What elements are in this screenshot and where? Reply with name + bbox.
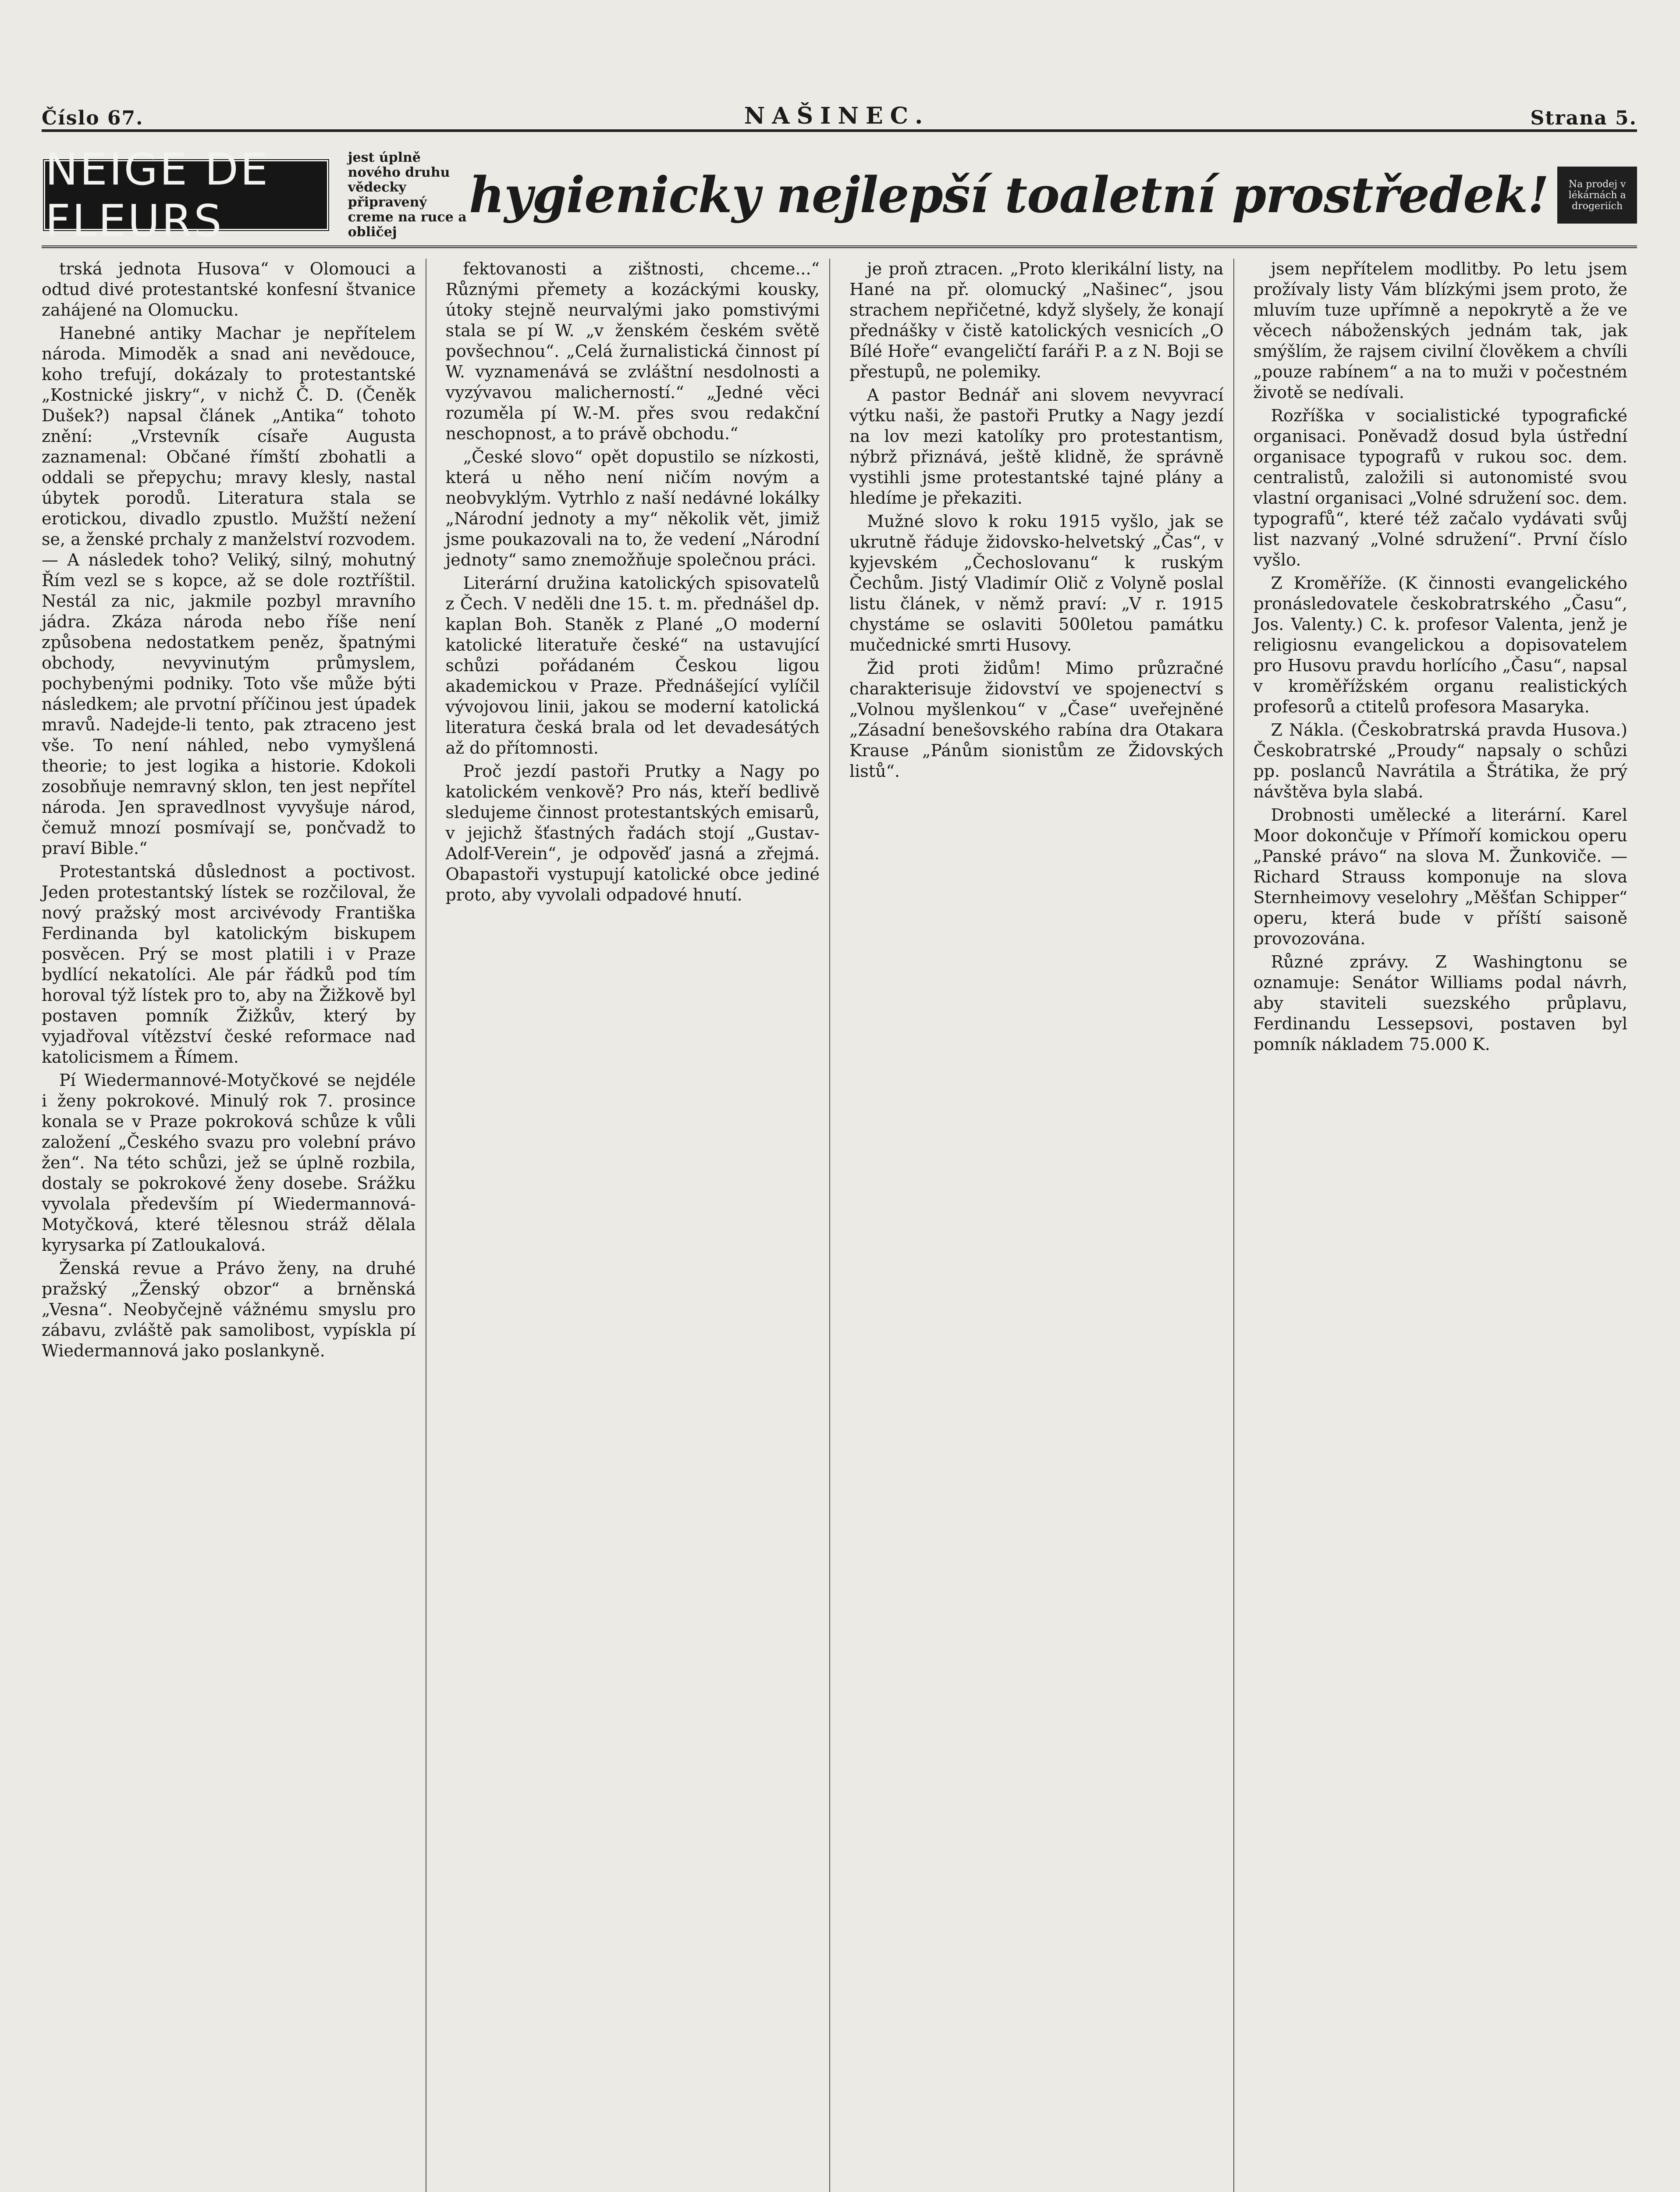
paragraph: Různé zprávy. Z Washingtonu se oznamuje: Senátor Williams podal návrh, aby staviteli suezského průplavu, Ferdinandu Lessepsovi, postaven byl pomník nákladem 75.000 K. [1253, 952, 1627, 1054]
page-number: Strana 5. [1530, 107, 1637, 129]
newspaper-title: NAŠINEC. [744, 103, 930, 129]
paragraph: Protestantská důslednost a poctivost. Jeden protestantský lístek se rozčiloval, že nový pražský most arcivévody Františka Ferdinanda byl katolickým biskupem posvěcen. Prý se most platili i v Praze bydlící nekatolíci. Ale pár řádků pod tím horoval týž lístek pro to, aby na Žižkově byl postaven pomník Žižkův, který by vyjadřoval vítězství české reformace nad katolicismem a Římem. [42, 862, 416, 1067]
page-header [42, 90, 1637, 132]
paragraph: Proč jezdí pastoři Prutky a Nagy po katolickém venkově? Pro nás, kteří bedlivě sledujeme činnost protestantských emisarů, v jejichž šťastných řadách stojí „Gustav-Adolf-Verein“, je odpověď jasná a zřejmá. Obapastoři vystupují katolické obce jediné proto, aby vyvolali odpadové hnutí. [445, 762, 820, 904]
column-3 [849, 259, 1234, 2192]
paragraph: Z Nákla. (Českobratrská pravda Husova.) Českobratrské „Proudy“ napsaly o schůzi pp. poslanců Navrátila a Štrátika, že prý návštěva byla slabá. [1253, 720, 1627, 801]
advertisement-logo: NEIGE DE FLEURS [42, 158, 330, 232]
paragraph: Literární družina katolických spisovatelů z Čech. V neděli dne 15. t. m. přednášel dp. kaplan Boh. Staněk z Plané „O moderní katolické literatuře české“ na ustavující schůzi pořádaném Českou ligou akademickou v Praze. Přednášející vylíčil vývojovou linii, jakou se moderní katolická literatura česká brala od let devadesátých až do přítomnosti. [445, 573, 820, 758]
paragraph: A pastor Bednář ani slovem nevyvrací výtku naši, že pastoři Prutky a Nagy jezdí na lov mezi katolíky pro protestantism, nýbrž přiznává, ještě klidně, že správně vystihli jsme protestantské tajné plány a hledíme je překaziti. [849, 385, 1224, 508]
paragraph: Rozříška v socialistické typografické organisaci. Poněvadž dosud byla ústřední organisace typografů v rukou soc. dem. centralistů, založili si autonomisté svou vlastní organisaci „Volné sdružení soc. dem. typografů“, které též začalo vydávati svůj list nazvaný „Volné sdružení“. První číslo vyšlo. [1253, 406, 1627, 569]
paragraph: fektovanosti a zištnosti, chceme...“ Různými přemety a kozáckými kousky, útoky stejně neurvalými jako pomstivými stala se pí W. „v ženském českém světě povšechnou“. „Celá žurnalistická činnost pí W. vyznamenává se zvláštní nesdolnosti a vyzývavou malicherností.“ „Jedné věci rozuměla pí W.-M. přes svou redakční neschopnost, a to právě obchodu.“ [445, 259, 820, 443]
advertisement-banner [42, 145, 1637, 248]
paragraph: jsem nepřítelem modlitby. Po letu jsem prožívaly listy Vám blízkými jsem proto, že mluvím tuze upřímně a nepokrytě a že ve věcech náboženských jednám tak, jak smýšlím, že rajsem civilní člověkem a chvíli „pouze rabínem“ a na to muži v počestném životě se nedívali. [1253, 259, 1627, 402]
issue-number: Číslo 67. [42, 107, 144, 129]
paragraph: Žid proti židům! Mimo průzračné charakterisuje židovství ve spojenectví s „Volnou myšlenkou“ v „Čase“ uveřejněné „Zásadní benešovského rabína dra Otakara Krause „Pánům sionistům ze Židovských listů“. [849, 658, 1224, 781]
article-columns [42, 259, 1637, 2192]
column-4 [1254, 259, 1637, 2192]
advertisement-slogan: hygienicky nejlepší toaletní prostředek! [469, 166, 1549, 224]
paragraph: Drobnosti umělecké a literární. Karel Moor dokončuje v Přímoří komickou operu „Panské právo“ na slova M. Žunkoviče. — Richard Strauss komponuje na slova Sternheimovy veselohry „Měšťan Schipper“ operu, která bude v příští saisoně provozována. [1253, 805, 1627, 948]
paragraph: Z Kroměříže. (K činnosti evangelického pronásledovatele českobratrského „Času“, Jos. Valenty.) C. k. profesor Valenta, jenž je religiosnu evangelickou a dopisovatelem pro Husovu pravdu horlícího „Času“, napsal v kroměřížském organu realistických profesorů a ctitelů profesora Masaryka. [1253, 573, 1627, 716]
paragraph: „České slovo“ opět dopustilo se nízkosti, která u něho není ničím novým a neobvyklým. Vytrhlo z naší nedávné lokálky „Národní jednoty a my“ několik vět, jimiž jsme poukazovali na to, že vedení „Národní jednoty“ samo znemožňuje společnou práci. [445, 447, 820, 569]
paragraph: je proň ztracen. „Proto klerikální listy, na Hané na př. olomucký „Našinec“, jsou strachem nepřičetné, když slyšely, že konají přednášky v čistě katolických vesnicích „O Bílé Hoře“ evangeličtí faráři P. a z N. Boji se přestupů, ne polemiky. [849, 259, 1224, 381]
column-2 [446, 259, 831, 2192]
paragraph: Pí Wiedermannové-Motyčkové se nejdéle i ženy pokrokové. Minulý rok 7. prosince konala se v Praze pokroková schůze k vůli založení „Českého svazu pro volební právo žen“. Na této schůzi, jež se úplně rozbila, dostaly se pokrokové ženy dosebe. Srážku vyvolala především pí Wiedermannová-Motyčková, které tělesnou stráž dělala kyrysarka pí Zatloukalová. [42, 1071, 416, 1255]
column-1 [42, 259, 426, 2192]
advertisement-description: jest úplně nového druhu vědecky připravený creme na ruce a obličej [348, 150, 467, 240]
paragraph: trská jednota Husova“ v Olomouci a odtud divé protestantské konfesní štvanice zahájené na Olomucku. [42, 259, 416, 320]
paragraph: Mužné slovo k roku 1915 vyšlo, jak se ukrutně řáduje židovsko-helvetský „Čas“, v kyjevském „Čechoslovanu“ k ruským Čechům. Jistý Vladimír Olič z Volyně poslal listu článek, v němž praví: „V r. 1915 chystáme se oslaviti 500letou památku mučednické smrti Husovy. [849, 512, 1224, 655]
paragraph: Hanebné antiky Machar je nepřítelem národa. Mimoděk a snad ani nevědouce, koho trefují, dokázaly to protestantské „Kostnické jiskry“, v nichž Č. D. (Čeněk Dušek?) napsal článek „Antika“ tohoto znění: „Vrstevník císaře Augusta zaznamenal: Občané římští zbohatli a oddali se přepychu; mravy klesly, nastal úbytek porodů. Literatura stala se erotickou, divadlo zpustlo. Mužští nežení se, a ženské prchaly z manželství rozvodem. — A následek toho? Veliký, silný, mohutný Řím vezl se s kopce, až se dole roztříštil. Nestál za nic, jakmile pozbyl mravního jádra. Zkáza národa nebo říše není způsobena nedostatkem peněz, špatnými obchody, nevyvinutým průmyslem, pochybenými podniky. Toto vše může býti následkem; ale prvotní příčinou jest úpadek mravů. Nadejde-li tento, pak ztraceno jest vše. To není náhled, nebo vymyšlená theorie; to jest logika a historie. Kdokoli zosobňuje nemravný sklon, ten jest nepřítel národa. Jen spravedlnost vyvyšuje národ, čemuž mnozí posmívají se, pončvadž to praví Bible.“ [42, 324, 416, 858]
advertisement-badge: Na prodej v lékárnách a drogeriích [1557, 167, 1637, 224]
paragraph: Ženská revue a Právo ženy, na druhé pražský „Ženský obzor“ a brněnská „Vesna“. Neobyčejně vážnému smyslu pro zábavu, zvláště pak samolibost, vypískla pí Wiedermannová jako poslankyně. [42, 1259, 416, 1360]
